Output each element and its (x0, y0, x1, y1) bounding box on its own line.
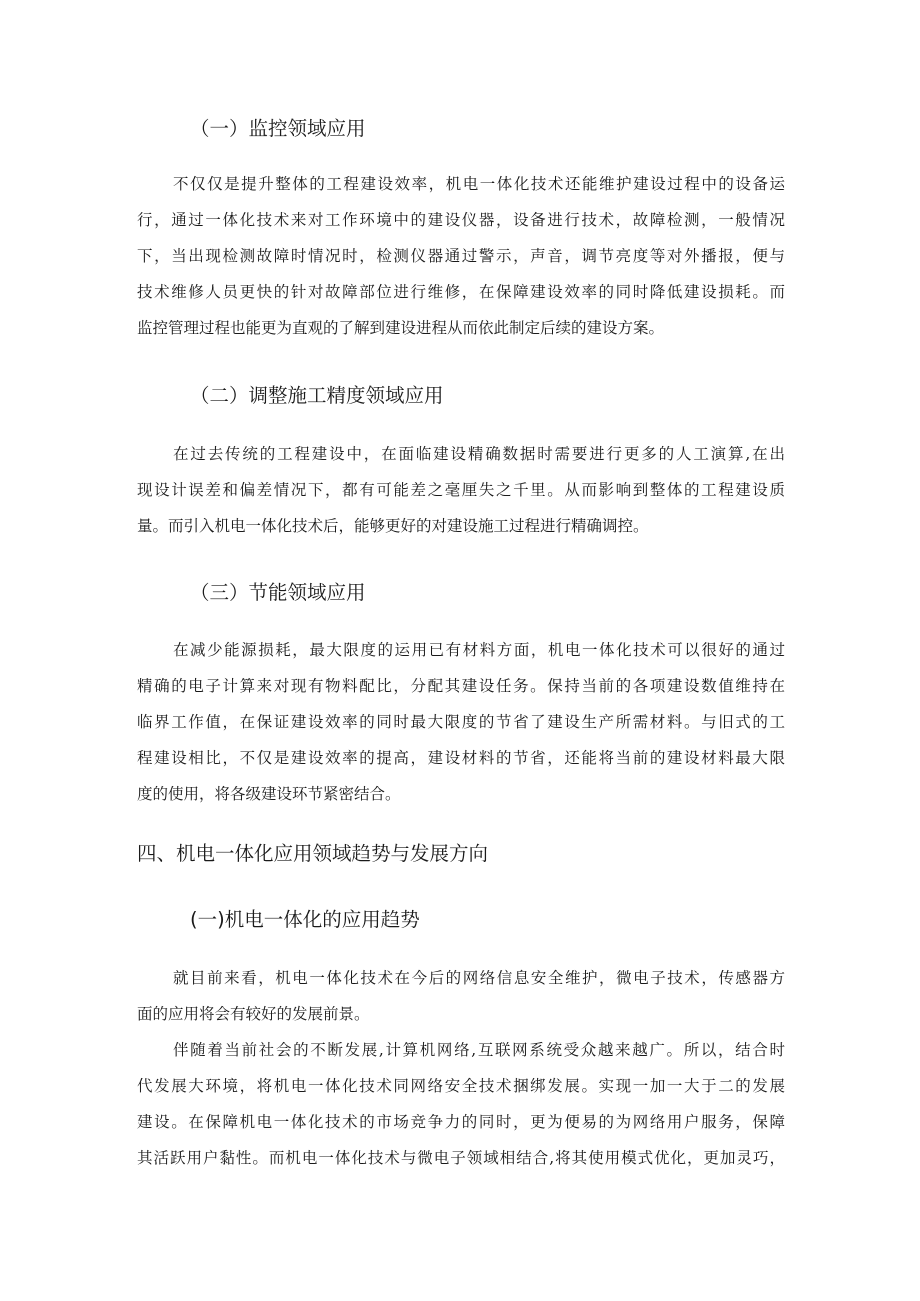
text-line: 其活跃用户黏性。而机电一体化技术与微电子领域相结合,将其使用模式优化，更加灵巧， (137, 1149, 785, 1167)
text-line: 面的应用将会有较好的发展前景。 (137, 1005, 370, 1023)
text-line: 监控管理过程也能更为直观的了解到建设进程从而依此制定后续的建设方案。 (137, 319, 665, 337)
text-line: 技术维修人员更快的针对故障部位进行维修，在保障建设效率的同时降低建设损耗。而 (137, 283, 785, 301)
text-line: 在减少能源损耗，最大限度的运用已有材料方面，机电一体化技术可以很好的通过 (173, 641, 785, 659)
paragraph-monitoring (137, 166, 785, 346)
text-line: 度的使用，将各级建设环节紧密结合。 (137, 785, 401, 803)
heading-section-four: 四、机电一体化应用领域趋势与发展方向 (137, 842, 489, 865)
text-line: 建设。在保障机电一体化技术的市场竞争力的同时，更为便易的为网络用户服务，保障 (137, 1113, 785, 1131)
heading-energy: （三）节能领域应用 (190, 581, 366, 604)
paragraph-trend-2 (137, 1032, 785, 1176)
text-line: 行，通过一体化技术来对工作环境中的建设仪器，设备进行技术，故障检测，一般情况 (137, 211, 785, 229)
paragraph-precision (137, 436, 785, 544)
heading-precision: （二）调整施工精度领域应用 (190, 384, 444, 407)
text-line: 精确的电子计算来对现有物料配比，分配其建设任务。保持当前的各项建设数值维持在 (137, 677, 785, 695)
text-line: 在过去传统的工程建设中，在面临建设精确数据时需要进行更多的人工演算,在出 (173, 445, 785, 463)
text-line: 不仅仅是提升整体的工程建设效率，机电一体化技术还能维护建设过程中的设备运 (173, 175, 785, 193)
text-line: 量。而引入机电一体化技术后，能够更好的对建设施工过程进行精确调控。 (137, 517, 649, 535)
text-line: 临界工作值，在保证建设效率的同时最大限度的节省了建设生产所需材料。与旧式的工 (137, 713, 785, 731)
text-line: 现设计误差和偏差情况下，都有可能差之毫厘失之千里。从而影响到整体的工程建设质 (137, 481, 785, 499)
text-line: 代发展大环境，将机电一体化技术同网络安全技术捆绑发展。实现一加一大于二的发展 (137, 1077, 785, 1095)
text-line: 就目前来看，机电一体化技术在今后的网络信息安全维护，微电子技术，传感器方 (173, 969, 785, 987)
text-line: 下，当出现检测故障时情况时，检测仪器通过警示，声音，调节亮度等对外播报，便与 (137, 247, 785, 265)
paragraph-energy (137, 632, 785, 812)
text-line: 伴随着当前社会的不断发展,计算机网络,互联网系统受众越来越广。所以，结合时 (173, 1041, 785, 1059)
heading-monitoring: （一）监控领域应用 (190, 117, 366, 140)
paragraph-trend-1 (137, 960, 785, 1032)
text-line: 程建设相比，不仅是建设效率的提高，建设材料的节省，还能将当前的建设材料最大限 (137, 749, 785, 767)
heading-application-trend: (一)机电一体化的应用趋势 (190, 908, 420, 931)
